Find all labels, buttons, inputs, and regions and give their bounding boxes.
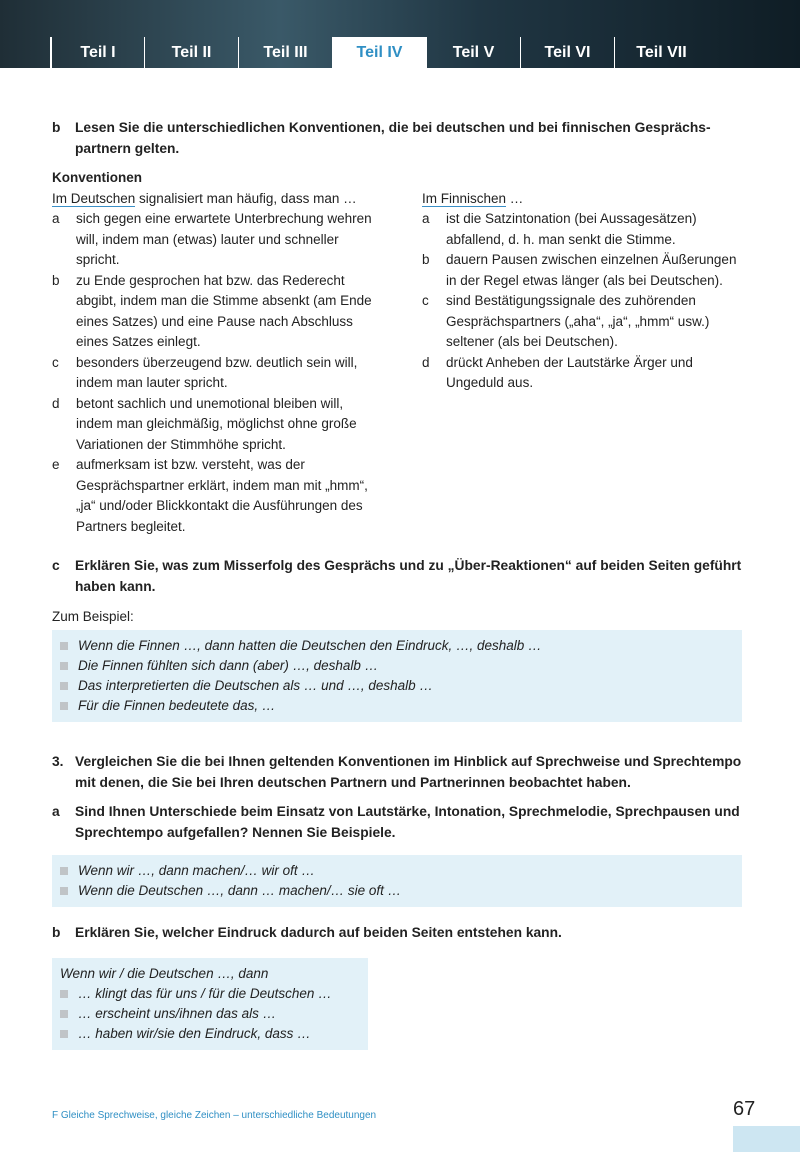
tab-teil-3[interactable]: Teil III <box>238 37 332 68</box>
german-intro-label: Im Deutschen <box>52 190 136 206</box>
example-line: Die Finnen fühlten sich dann (aber) …, deshalb … <box>78 657 379 673</box>
bullet-icon <box>60 1030 68 1038</box>
corner-decoration <box>733 1126 800 1152</box>
example-box-1 <box>52 630 742 722</box>
tab-teil-1[interactable]: Teil I <box>50 37 144 68</box>
tab-teil-6[interactable]: Teil VI <box>520 37 614 68</box>
question-text: Erklären Sie, welcher Eindruck dadurch auf beiden Seiten entstehen kann. <box>75 925 562 940</box>
item-letter: e <box>52 457 60 472</box>
item-letter: c <box>52 354 59 370</box>
conventions-section <box>52 168 742 537</box>
german-intro-text: signalisiert man häufig, dass man … <box>135 190 357 206</box>
item-letter: c <box>422 293 429 308</box>
question-label: 3. <box>52 754 64 769</box>
tab-teil-5[interactable]: Teil V <box>426 37 520 68</box>
example-intro: Wenn wir / die Deutschen …, dann <box>60 965 269 981</box>
question-label: c <box>52 558 60 573</box>
question-label: b <box>52 925 61 940</box>
tab-teil-7[interactable]: Teil VII <box>614 37 708 68</box>
german-conventions <box>52 189 372 538</box>
bullet-icon <box>60 887 68 895</box>
page-number: 67 <box>733 1098 756 1120</box>
item-letter: a <box>422 211 430 226</box>
question-text: Lesen Sie die unterschiedlichen Konventionen, die bei deutschen und bei finnischen Gesprächs-partnern gelten. <box>75 120 711 156</box>
question-text: Sind Ihnen Unterschiede beim Einsatz von Lautstärke, Intonation, Sprechmelodie, Sprechpausen und Sprechtempo aufgefallen? Nennen Sie Beispiele. <box>75 804 740 840</box>
example-line: Wenn die Deutschen …, dann … machen/… sie oft … <box>78 883 402 898</box>
item-text: drückt Anheben der Lautstärke Ärger und Ungeduld aus. <box>446 354 693 390</box>
footer-chapter-title: F Gleiche Sprechweise, gleiche Zeichen – unterschiedliche Bedeutungen <box>52 1110 377 1121</box>
question-text: Vergleichen Sie die bei Ihnen geltenden Konventionen im Hinblick auf Sprechweise und Sprechtempo mit denen, die Sie bei Ihren deutschen Partnern und Partnerinnen beobachtet haben. <box>75 754 742 790</box>
finnish-intro-label: Im Finnischen <box>422 190 507 206</box>
example-line: Wenn wir …, dann machen/… wir oft … <box>78 863 315 878</box>
example-line: … klingt das für uns / für die Deutschen … <box>78 985 332 1001</box>
item-text: sind Bestätigungssignale des zuhörenden Gesprächspartners („aha“, „ja“, „hmm“ usw.) seltener (als bei Deutschen). <box>446 293 710 349</box>
bullet-icon <box>60 682 68 690</box>
item-letter: d <box>422 354 430 370</box>
item-text: sich gegen eine erwartete Unterbrechung wehren will, indem man (etwas) lauter und schneller spricht. <box>76 211 372 267</box>
example-line: Das interpretierten die Deutschen als … und …, deshalb … <box>78 677 433 693</box>
question-label: a <box>52 804 60 819</box>
item-letter: a <box>52 211 60 226</box>
part-tabs <box>50 37 708 68</box>
item-text: ist die Satzintonation (bei Aussagesätzen) abfallend, d. h. man senkt die Stimme. <box>446 211 697 247</box>
example-line: … erscheint uns/ihnen das als … <box>78 1005 277 1021</box>
tab-teil-4[interactable]: Teil IV <box>332 37 426 68</box>
example-line: … haben wir/sie den Eindruck, dass … <box>78 1025 311 1041</box>
question-3 <box>52 752 742 1050</box>
question-b <box>52 118 742 159</box>
bullet-icon <box>60 867 68 875</box>
example-box-3 <box>52 958 368 1050</box>
example-label: Zum Beispiel: <box>52 609 134 624</box>
item-text: betont sachlich und unemotional bleiben will, indem man gleichmäßig, möglichst ohne große Variationen der Stimmhöhe spricht. <box>76 395 357 452</box>
item-letter: b <box>422 252 430 267</box>
finnish-conventions <box>422 189 742 538</box>
question-text: Erklären Sie, was zum Misserfolg des Gesprächs und zu „Über-Reaktionen“ auf beiden Seiten geführt haben kann. <box>75 558 742 594</box>
question-c <box>52 556 742 722</box>
header-banner <box>0 0 800 68</box>
example-line: Wenn die Finnen …, dann hatten die Deutschen den Eindruck, …, deshalb … <box>78 637 542 653</box>
item-text: aufmerksam ist bzw. versteht, was der Gesprächspartner erklärt, indem man mit „hmm“, „ja“ und/oder Blickkontakt die Ausführungen des Partners begleitet. <box>76 457 368 534</box>
tab-teil-2[interactable]: Teil II <box>144 37 238 68</box>
bullet-icon <box>60 990 68 998</box>
item-letter: d <box>52 395 60 411</box>
conventions-heading: Konventionen <box>52 170 142 185</box>
bullet-icon <box>60 642 68 650</box>
bullet-icon <box>60 702 68 710</box>
item-letter: b <box>52 272 60 288</box>
item-text: besonders überzeugend bzw. deutlich sein will, indem man lauter spricht. <box>76 354 358 390</box>
item-text: zu Ende gesprochen hat bzw. das Rederecht abgibt, indem man die Stimme absenkt (am Ende eines Satzes) und eine Pause nach Abschluss eines Satzes einlegt. <box>76 272 372 349</box>
example-line: Für die Finnen bedeutete das, … <box>78 697 276 713</box>
bullet-icon <box>60 1010 68 1018</box>
item-text: dauern Pausen zwischen einzelnen Äußerungen in der Regel etwas länger (als bei Deutschen). <box>446 252 737 288</box>
question-label: b <box>52 120 61 135</box>
bullet-icon <box>60 662 68 670</box>
example-box-2 <box>52 855 742 907</box>
finnish-intro-text: … <box>506 190 524 206</box>
